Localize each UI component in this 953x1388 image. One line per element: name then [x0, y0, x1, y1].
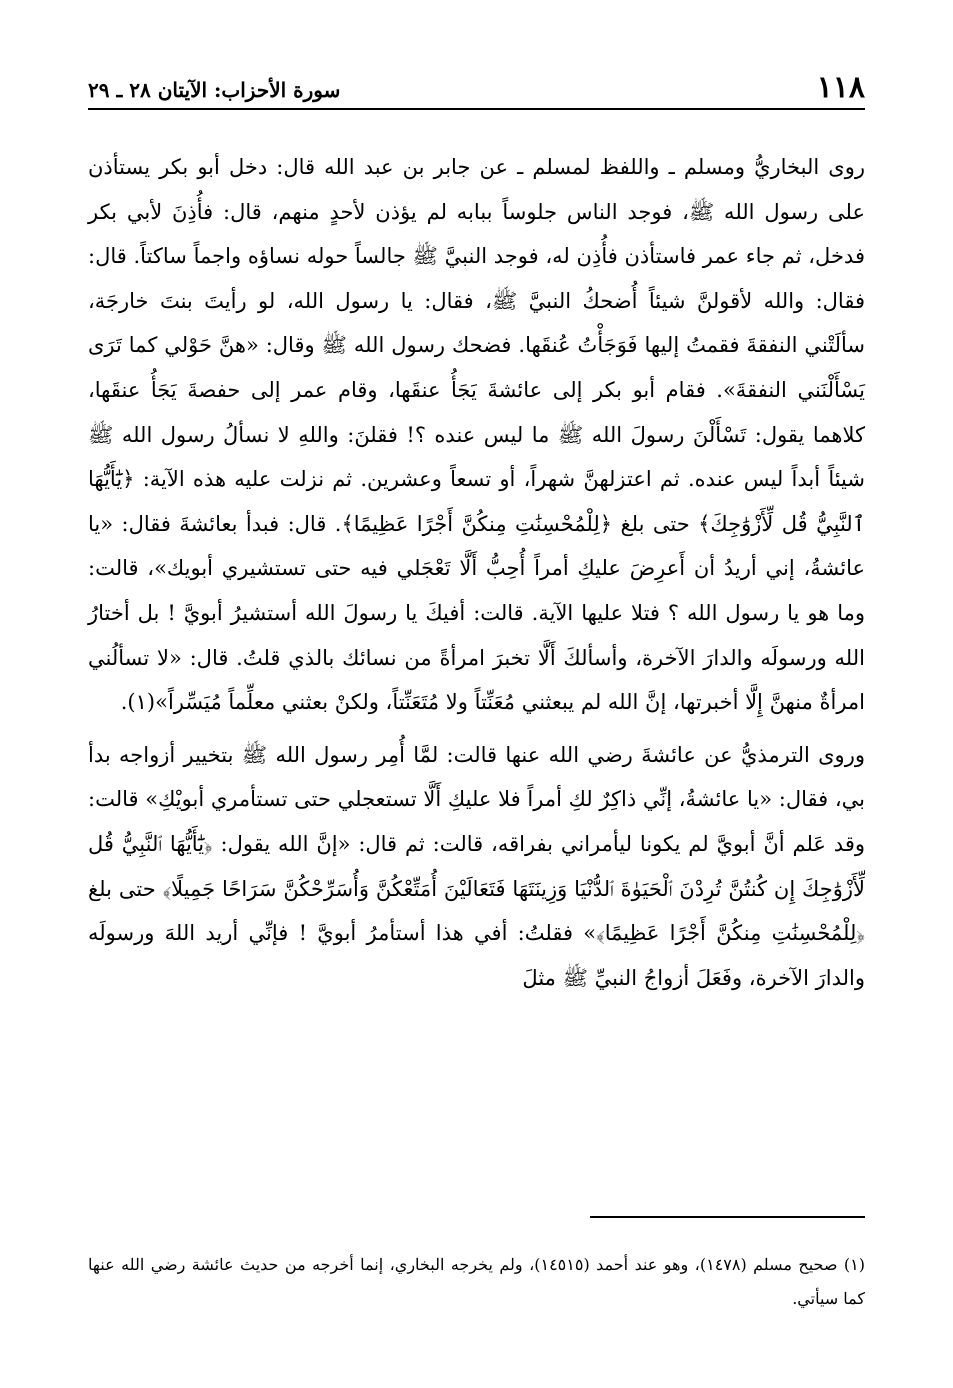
running-title: سورة الأحزاب: الآيتان ٢٨ ـ ٢٩: [88, 78, 341, 102]
page-number: ١١٨: [816, 70, 865, 105]
page-header: [88, 68, 865, 110]
footnote: [88, 1248, 865, 1316]
paragraph-tirmidhi: وروى الترمذيُّ عن عائشةَ رضي الله عنها قالت: لمَّا أُمِر رسول الله ﷺ بتخيير أزواجه بدأ بي، فقال: «يا عائشةُ، إنِّي ذاكِرٌ لكِ أمراً فلا عليكِ أَلَّا تستعجلي حتى تستأمري أبويْكِ» قالت: وقد عَلم أنَّ أبويَّ لم يكونا ليأمراني بفراقه، قالت: ثم قال: «إنَّ الله يقول: ﴿يَٰٓأَيُّهَا ٱلنَّبِيُّ قُل لِّأَزْوَٰجِكَ إِن كُنتُنَّ تُرِدْنَ ٱلْحَيَوٰةَ ٱلدُّنْيَا وَزِينَتَهَا فَتَعَالَيْنَ أُمَتِّعْكُنَّ وَأُسَرِّحْكُنَّ سَرَاحًا جَمِيلًا﴾ حتى بلغ ﴿لِلْمُحْسِنَٰتِ مِنكُنَّ أَجْرًا عَظِيمًا﴾» فقلتُ: أفي هذا أستأمرُ أبويَّ ! فإنِّي أريد اللهَ ورسولَه والدارَ الآخرة، وفَعَلَ أزواجُ النبيِّ ﷺ مثلَ: [88, 742, 865, 990]
footnote-divider: [590, 1216, 865, 1218]
footnote-text: (١) صحيح مسلم (١٤٧٨)، وهو عند أحمد (١٤٥١٥)، ولم يخرجه البخاري، إنما أخرجه من حديث عائشة رضي الله عنها كما سيأتي.: [88, 1255, 865, 1308]
main-text: [88, 145, 865, 1000]
paragraph-bukhari-muslim: روى البخاريُّ ومسلم ـ واللفظ لمسلم ـ عن جابر بن عبد الله قال: دخل أبو بكر يستأذن على رسول الله ﷺ، فوجد الناس جلوساً ببابه لم يؤذن لأحدٍ منهم، قال: فأُذِنَ لأبي بكر فدخل، ثم جاء عمر فاستأذن فأُذِن له، فوجد النبيَّ ﷺ جالساً حوله نساؤه واجماً ساكتاً. قال: فقال: والله لأقولنَّ شيئاً أُضحكُ النبيَّ ﷺ، فقال: يا رسول الله، لو رأيتَ بنتَ خارجَة، سألَتْني النفقةَ فقمتُ إليها فَوَجَأْتُ عُنقَها. فضحك رسول الله ﷺ وقال: «هنَّ حَوْلي كما تَرَى يَسْأَلْنَني النفقةَ». فقام أبو بكر إلى عائشةَ يَجَأُ عنقَها، وقام عمر إلى حفصةَ يَجَأُ عنقَها، كلاهما يقول: تَسْأَلْنَ رسولَ الله ﷺ ما ليس عنده ؟! فقلنَ: واللهِ لا نسألُ رسول الله ﷺ شيئاً أبداً ليس عنده. ثم اعتزلهنَّ شهراً، أو تسعاً وعشرين. ثم نزلت عليه هذه الآية: ﴿يَٰٓأَيُّهَا ٱلنَّبِيُّ قُل لِّأَزْوَٰجِكَ﴾ حتى بلغ ﴿لِلْمُحْسِنَٰتِ مِنكُنَّ أَجْرًا عَظِيمًا﴾. قال: فبدأ بعائشةَ فقال: «يا عائشةُ، إني أريدُ أن أَعرِضَ عليكِ أمراً أُحِبُّ أَلَّا تَعْجَلي فيه حتى تستشيري أبويك»، قالت: وما هو يا رسول الله ؟ فتلا عليها الآية. قالت: أفيكَ يا رسولَ الله أستشيرُ أبويَّ ! بل أختارُ الله ورسولَه والدارَ الآخرة، وأسألكَ أَلَّا تخبرَ امرأةً من نسائك بالذي قلتُ. قال: «لا تسألُني امرأةٌ منهنَّ إِلَّا أخبرتها، إنَّ الله لم يبعثني مُعَنِّتاً ولا مُتَعَنِّتاً، ولكنْ بعثني معلِّماً مُيَسِّراً»(١).: [88, 155, 865, 715]
